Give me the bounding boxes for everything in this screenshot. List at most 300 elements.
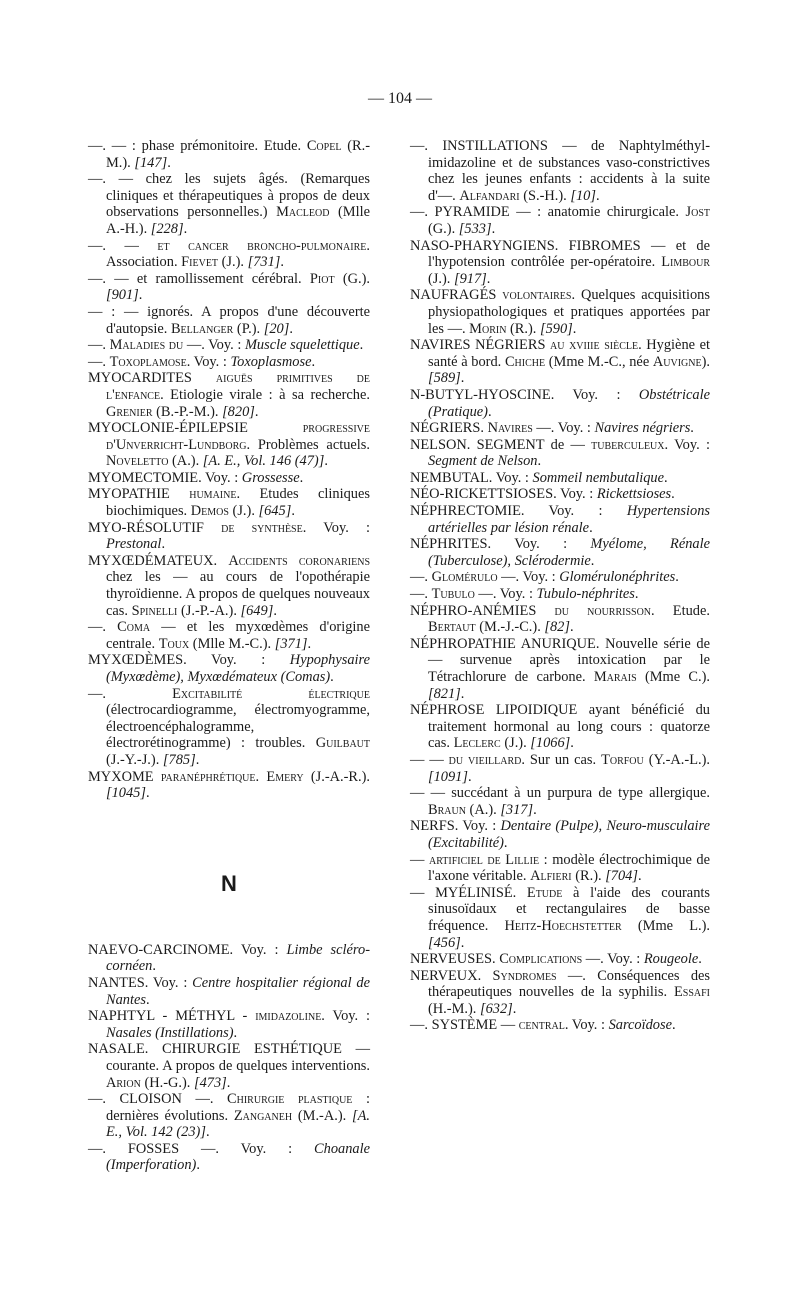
entry-text: . Hygiène et santé à bord. xyxy=(428,337,710,370)
index-entry xyxy=(410,885,710,951)
index-entry xyxy=(88,470,370,487)
entry-text: MYO-RÉSOLUTIF xyxy=(88,519,222,536)
entry-text: —. Voy. : xyxy=(474,586,537,603)
entry-text: (R.). xyxy=(506,320,540,337)
entry-smallcaps-text: Auvigne xyxy=(652,353,702,370)
entry-italic-text: [20] xyxy=(263,320,290,337)
entry-text: —. SYSTÈME — xyxy=(410,1017,519,1034)
entry-text: —. FOSSES —. Voy. : xyxy=(88,1140,315,1157)
entry-text: NAVIRES NÉGRIERS xyxy=(410,337,551,354)
entry-text: (J.). xyxy=(428,270,454,287)
entry-text: . xyxy=(311,353,316,370)
entry-text: (H.-G.). xyxy=(140,1074,194,1091)
entry-smallcaps-text: progressive d'Unverricht-Lundborg xyxy=(106,420,370,453)
entry-text: NAPHTYL - MÉTHYL - xyxy=(88,1008,256,1025)
index-entry xyxy=(88,354,370,371)
entry-text: —. — et ramollissement cérébral. xyxy=(88,270,310,287)
index-entry xyxy=(88,975,370,1008)
entry-text: MYOCARDITES xyxy=(88,370,216,387)
entry-italic-text: [371] xyxy=(274,635,308,652)
entry-text: (J.). xyxy=(500,735,531,752)
entry-text: —. Conséquences des thérapeutiques nouvelles de la syphilis. xyxy=(428,967,710,1001)
entry-text: . xyxy=(307,635,312,652)
section-letter: N xyxy=(221,870,237,896)
entry-text: . xyxy=(254,403,259,420)
entry-smallcaps-text: Zanganeh xyxy=(233,1107,293,1124)
entry-text: —. xyxy=(88,685,173,702)
index-entry xyxy=(410,486,710,503)
index-entry xyxy=(410,470,710,487)
entry-italic-text: Myélome, Rénale (Tuberculose), Sclérodermie xyxy=(428,536,710,569)
entry-text: — MYÉLINISÉ. xyxy=(410,884,527,901)
entry-smallcaps-text: Macleod xyxy=(276,204,330,221)
entry-text: N-BUTYL-HYOSCINE. Voy. : xyxy=(410,386,639,403)
entry-italic-text: Nasales (Instillations) xyxy=(106,1024,234,1041)
index-entry xyxy=(410,603,710,636)
entry-smallcaps-text: Alfieri xyxy=(530,868,572,885)
entry-text: — — xyxy=(410,751,449,768)
entry-smallcaps-text: Limbour xyxy=(661,254,710,271)
index-entry xyxy=(88,553,370,619)
entry-italic-text: [901] xyxy=(106,287,139,304)
entry-smallcaps-text: Complications xyxy=(499,951,583,968)
entry-smallcaps-text: Essafi xyxy=(673,984,710,1001)
entry-text: . xyxy=(324,453,328,470)
entry-text: . Quelques acquisitions physiopathologiques et pratiques apportées par les —. xyxy=(428,287,710,337)
entry-text: . xyxy=(589,519,593,536)
entry-smallcaps-text: central xyxy=(518,1017,565,1034)
entry-smallcaps-text: du vieillard xyxy=(448,751,522,768)
entry-text: (Mme M.-C., née xyxy=(545,353,653,370)
entry-text: . xyxy=(486,270,491,287)
entry-text: . xyxy=(289,320,293,337)
entry-text: . xyxy=(255,768,267,785)
entry-text: . xyxy=(637,868,642,885)
entry-text: (A.). xyxy=(465,801,501,818)
index-entry xyxy=(410,636,710,702)
entry-text: (Mlle M.-C.). xyxy=(189,635,275,652)
index-entry xyxy=(88,1091,370,1141)
entry-text: . xyxy=(570,735,574,752)
entry-text: —. — xyxy=(88,237,158,254)
entry-text: (G.). xyxy=(334,270,370,287)
entry-italic-text: [632] xyxy=(479,1000,513,1017)
entry-smallcaps-text: Piot xyxy=(309,270,335,287)
entry-smallcaps-text: de synthèse xyxy=(221,519,303,536)
entry-text: chez les — au cours de l'opothérapie thyroïdienne. A propos de quelques nouveaux cas. xyxy=(106,569,370,619)
entry-text: . xyxy=(145,991,150,1008)
entry-text: . xyxy=(226,1074,231,1091)
entry-text: —. Voy. : xyxy=(183,337,245,354)
index-entry xyxy=(410,536,710,569)
entry-smallcaps-text: Bertaut xyxy=(428,619,476,636)
entry-text: NELSON. SEGMENT de — xyxy=(410,436,592,453)
entry-italic-text: [228] xyxy=(150,220,184,237)
entry-italic-text: Tubulo-néphrites xyxy=(536,586,635,603)
entry-text: —. Voy. : xyxy=(497,569,560,586)
entry-italic-text: [456] xyxy=(428,934,461,951)
entry-italic-text: Rougeole xyxy=(643,951,699,968)
entry-text: . xyxy=(299,469,304,486)
left-column xyxy=(88,138,370,1174)
entry-text: (B.-P.-M.). xyxy=(152,403,223,420)
entry-text: NERFS. Voy. : xyxy=(410,818,501,835)
entry-smallcaps-text: Toux xyxy=(158,635,190,652)
index-entry xyxy=(88,652,370,685)
index-entry xyxy=(410,387,710,420)
index-entry xyxy=(88,942,370,975)
index-entry xyxy=(88,686,370,769)
index-entry xyxy=(88,420,370,470)
entry-italic-text: [704] xyxy=(605,868,638,885)
entry-smallcaps-text: Copel xyxy=(306,138,342,154)
entry-text: . Etudes cliniques biochimiques. xyxy=(106,486,370,520)
entry-smallcaps-text: volontaires xyxy=(502,287,572,304)
entry-text: . xyxy=(460,934,465,951)
entry-text: . xyxy=(595,187,600,204)
entry-text: . xyxy=(196,1157,200,1174)
entry-italic-text: [731] xyxy=(247,254,281,271)
entry-smallcaps-text: au xviiie siècle xyxy=(550,337,639,354)
entry-text: . xyxy=(291,503,295,520)
entry-text: . xyxy=(503,834,508,851)
entry-text: ). xyxy=(701,353,710,370)
entry-text: (Y.-A.-L.). xyxy=(643,751,710,768)
entry-smallcaps-text: Syndromes xyxy=(492,967,557,984)
index-entry xyxy=(88,486,370,519)
entry-text: — — succédant à un purpura de type allergique. xyxy=(410,785,710,802)
entry-text: . xyxy=(512,1000,517,1017)
entry-text: (J.). xyxy=(228,503,259,520)
entry-italic-text: Rickettsioses xyxy=(596,486,672,503)
entry-italic-text: Prestonal xyxy=(106,536,162,553)
entry-text: . Voy. : xyxy=(302,519,371,536)
entry-text: (H.-M.). xyxy=(428,1000,480,1017)
entry-smallcaps-text: et cancer broncho-pulmonaire xyxy=(157,237,367,254)
entry-italic-text: [473] xyxy=(194,1074,227,1091)
entry-smallcaps-text: aiguës primitives de l'enfance xyxy=(106,370,370,403)
entry-text: . xyxy=(330,669,334,685)
entry-text: (J.-Y.-J.). xyxy=(106,751,163,768)
entry-text: NAUFRAGÉS xyxy=(410,287,503,304)
entry-text: —. PYRAMIDE — : anatomie chirurgicale. xyxy=(410,204,686,221)
entry-smallcaps-text: Alfandari xyxy=(459,187,520,204)
entry-text: (R.-M.). xyxy=(106,138,370,171)
entry-text: : modèle électrochimique de l'axone véritable. xyxy=(428,851,710,885)
entry-text: NÉGRIERS. xyxy=(410,420,488,437)
entry-text: —. — : phase prémonitoire. Etude. xyxy=(88,138,307,154)
entry-italic-text: [A. E., Vol. 142 (23)] xyxy=(106,1107,370,1141)
index-entry xyxy=(88,370,370,420)
entry-smallcaps-text: Chiche xyxy=(504,353,546,370)
index-entry xyxy=(410,951,710,968)
entry-text: NERVEUSES. xyxy=(410,951,500,968)
index-entry xyxy=(410,785,710,818)
index-entry xyxy=(410,437,710,470)
entry-italic-text: [649] xyxy=(240,602,274,619)
entry-italic-text: Obstétricale (Pratique) xyxy=(428,386,710,420)
entry-text: . xyxy=(664,469,668,486)
index-entry xyxy=(88,520,370,553)
index-entry xyxy=(410,818,710,851)
entry-italic-text: Segment de Nelson xyxy=(428,453,538,470)
index-entry xyxy=(88,171,370,237)
entry-smallcaps-text: Emery xyxy=(266,768,304,785)
entry-smallcaps-text: Tubulo xyxy=(431,586,475,603)
index-entry xyxy=(410,238,710,288)
entry-text: . xyxy=(161,536,166,553)
entry-text: (J.). xyxy=(218,254,248,271)
entry-italic-text: Glomérulonéphrites xyxy=(559,569,676,586)
entry-text: — xyxy=(410,851,429,868)
entry-italic-text: Sommeil nembutalique xyxy=(532,469,665,486)
index-entry xyxy=(88,1008,370,1041)
entry-text: (M.-J.-C.). xyxy=(475,619,545,636)
entry-smallcaps-text: Morin xyxy=(469,320,507,337)
index-entry xyxy=(410,420,710,437)
entry-smallcaps-text: Noveletto xyxy=(106,453,169,470)
entry-text: NASO-PHARYNGIENS. FIBROMES — et de l'hypotension contrôlée per-opératoire. xyxy=(410,237,710,271)
right-column xyxy=(410,138,710,1034)
entry-text: . xyxy=(698,951,702,968)
entry-text: . xyxy=(195,751,200,768)
entry-italic-text: Toxoplasmose xyxy=(230,353,312,370)
index-entry xyxy=(410,1017,710,1034)
entry-smallcaps-text: Spinelli xyxy=(131,602,178,619)
entry-text: —. Voy. : xyxy=(582,951,644,968)
entry-italic-text: [785] xyxy=(162,751,196,768)
entry-smallcaps-text: Braun xyxy=(428,801,466,818)
entry-text: NAEVO-CARCINOME. Voy. : xyxy=(88,941,287,958)
entry-text: . xyxy=(273,602,277,619)
entry-text: (A.). xyxy=(168,453,203,470)
entry-smallcaps-text: paranéphrétique xyxy=(160,768,256,785)
entry-text: . xyxy=(590,552,595,569)
entry-text: . xyxy=(634,586,639,603)
entry-text: . Etude. xyxy=(651,602,710,619)
entry-italic-text: [317] xyxy=(500,801,534,818)
entry-italic-text: Sarcoïdose xyxy=(608,1017,672,1034)
entry-italic-text: [1066] xyxy=(530,735,571,752)
entry-text: —. xyxy=(88,353,110,370)
entry-text: (M.-A.). xyxy=(292,1107,352,1124)
entry-text: . xyxy=(183,220,188,237)
entry-smallcaps-text: Navires xyxy=(487,420,533,437)
entry-text: MYXŒDÈMES. Voy. : xyxy=(88,652,290,669)
entry-text: — : — ignorés. A propos d'une découverte d'autopsie. xyxy=(88,303,370,337)
entry-text: (P.). xyxy=(233,320,264,337)
entry-text: . xyxy=(145,785,150,802)
entry-text: NASALE. CHIRURGIE ESTHÉTIQUE — courante. A propos de quelques interventions. xyxy=(88,1041,370,1074)
entry-text: — et les myxœdèmes d'origine centrale. xyxy=(106,619,370,652)
entry-italic-text: Grossesse xyxy=(241,469,300,486)
entry-text: . xyxy=(675,569,679,586)
entry-smallcaps-text: Excitabilité électrique xyxy=(172,685,370,702)
entry-text: —. INSTILLATIONS — de Naphtylméthyl-imidazoline et de substances vaso-constrictives chez les jeunes enfants : accidents à la suite d'—. xyxy=(410,138,710,204)
entry-text: MYXOME xyxy=(88,768,161,785)
entry-text: . xyxy=(359,337,364,354)
entry-text: . xyxy=(167,154,171,171)
entry-italic-text: [10] xyxy=(570,187,596,204)
entry-text: : dernières évolutions. xyxy=(106,1091,370,1124)
entry-smallcaps-text: Guilbaut xyxy=(315,735,370,752)
entry-text: (J.-A.-R.). xyxy=(303,768,370,785)
index-entry xyxy=(410,569,710,586)
entry-smallcaps-text: Accidents coronariens xyxy=(228,552,370,569)
entry-italic-text: Hypophysaire (Myxœdème), Myxœdémateux (Comas) xyxy=(106,652,370,685)
entry-text: . Voy. : xyxy=(186,353,231,370)
entry-text: . xyxy=(467,768,472,785)
entry-text: . xyxy=(460,685,465,702)
entry-smallcaps-text: du nourrisson xyxy=(554,602,652,619)
entry-italic-text: Limbe scléro-cornéen xyxy=(106,941,370,975)
entry-text: . xyxy=(233,1024,238,1041)
entry-text: —. xyxy=(88,619,118,636)
index-entry xyxy=(88,1141,370,1174)
page-number: — 104 — xyxy=(368,90,432,107)
entry-text: —. xyxy=(410,586,432,603)
entry-italic-text: [533] xyxy=(458,220,492,237)
entry-text: à l'aide des courants sinusoïdaux et rectangulaires de basse fréquence. xyxy=(428,884,710,934)
entry-smallcaps-text: Toxoplamose xyxy=(109,353,187,370)
entry-italic-text: [590] xyxy=(540,320,573,337)
entry-text: . xyxy=(569,619,574,636)
index-entry xyxy=(88,769,370,802)
entry-text: (Mlle A.-H.). xyxy=(106,204,370,237)
entry-text: (Mme L.). xyxy=(621,917,710,934)
index-entry xyxy=(410,852,710,885)
index-entry xyxy=(410,287,710,337)
entry-text: (G.). xyxy=(428,220,459,237)
entry-italic-text: [A. E., Vol. 146 (47)] xyxy=(202,453,325,470)
entry-text: . xyxy=(537,453,542,470)
entry-italic-text: Hypertensions artérielles par lésion rénale xyxy=(428,503,710,536)
entry-smallcaps-text: tuberculeux xyxy=(591,436,665,453)
entry-italic-text: Muscle squelettique xyxy=(244,337,360,354)
entry-text: . xyxy=(138,287,143,304)
entry-text: —. — chez les sujets âgés. (Remarques cliniques et thérapeutiques à propos de deux observations personnelles.) xyxy=(88,171,370,221)
index-entry xyxy=(88,619,370,652)
entry-smallcaps-text: Coma xyxy=(117,619,151,636)
entry-text: (Mme C.). xyxy=(636,669,711,685)
entry-smallcaps-text: Chirurgie plastique xyxy=(227,1091,353,1108)
entry-text: . xyxy=(280,254,285,271)
entry-text: . xyxy=(671,486,675,503)
index-entry xyxy=(410,138,710,204)
entry-text: . Association. xyxy=(106,237,370,271)
index-entry xyxy=(410,503,710,536)
entry-italic-text: [589] xyxy=(428,370,461,387)
entry-smallcaps-text: Etude xyxy=(526,884,563,901)
entry-text: —. CLOISON —. xyxy=(88,1091,228,1108)
entry-italic-text: [917] xyxy=(453,270,487,287)
entry-text: MYOCLONIE-ÉPILEPSIE xyxy=(88,420,303,437)
entry-italic-text: [147] xyxy=(134,154,168,171)
entry-italic-text: [1045] xyxy=(106,785,146,802)
entry-text: NÉPHRECTOMIE. Voy. : xyxy=(410,503,627,520)
entry-smallcaps-text: Arion xyxy=(106,1074,141,1091)
entry-text: NÉPHROPATHIE ANURIQUE. Nouvelle série de — survenue après intoxication par le Tétrachlorure de carbone. xyxy=(410,635,710,685)
entry-text: (J.-P.-A.). xyxy=(177,602,241,619)
entry-text: . xyxy=(491,220,496,237)
entry-text: (S.-H.). xyxy=(519,187,571,204)
entry-smallcaps-text: Jost xyxy=(685,204,710,221)
entry-smallcaps-text: Grenier xyxy=(106,403,153,420)
entry-text: . Voy. : xyxy=(664,436,711,453)
entry-italic-text: [82] xyxy=(544,619,570,636)
entry-smallcaps-text: Fievet xyxy=(181,254,219,271)
index-entry xyxy=(410,586,710,603)
entry-text: NÉO-RICKETTSIOSES. Voy. : xyxy=(410,486,597,503)
index-entry xyxy=(410,702,710,752)
entry-italic-text: [645] xyxy=(258,503,292,520)
entry-text: NÉPHRITES. Voy. : xyxy=(410,536,591,553)
index-entry xyxy=(88,1041,370,1091)
entry-text: MYXŒDÉMATEUX. xyxy=(88,552,229,569)
entry-text: . Sur un cas. xyxy=(521,751,602,768)
entry-italic-text: Navires négriers xyxy=(594,420,691,437)
entry-italic-text: Dentaire (Pulpe), Neuro-musculaire (Excitabilité) xyxy=(428,818,710,851)
entry-italic-text: [1091] xyxy=(428,768,468,785)
entry-text: . xyxy=(533,801,537,818)
entry-smallcaps-text: Glomérulo xyxy=(431,569,498,586)
entry-italic-text: Centre hospitalier régional de Nantes xyxy=(106,974,370,1008)
entry-italic-text: Choanale (Imperforation) xyxy=(106,1140,370,1174)
index-entry xyxy=(88,337,370,354)
entry-smallcaps-text: Maladies du xyxy=(109,337,184,354)
entry-smallcaps-text: Heitz-Hoechstetter xyxy=(504,917,622,934)
entry-smallcaps-text: Bellanger xyxy=(170,320,234,337)
entry-text: MYOMECTOMIE. Voy. : xyxy=(88,469,242,486)
index-entry xyxy=(410,204,710,237)
entry-smallcaps-text: Leclerc xyxy=(453,735,501,752)
entry-text: . xyxy=(487,403,492,420)
entry-text: MYOPATHIE xyxy=(88,486,190,503)
entry-smallcaps-text: Demos xyxy=(190,503,229,520)
entry-text: NANTES. Voy. : xyxy=(88,974,193,991)
index-entry xyxy=(88,304,370,337)
entry-text: —. xyxy=(88,337,110,354)
index-entry xyxy=(410,968,710,1018)
entry-text: (électrocardiogramme, électromyogramme, électroencéphalogramme, électrorétinogramme) : troubles. xyxy=(106,702,370,752)
entry-text: NERVEUX. xyxy=(410,967,493,984)
entry-text: . xyxy=(460,370,465,387)
entry-smallcaps-text: humaine xyxy=(189,486,237,503)
index-entry xyxy=(410,752,710,785)
entry-smallcaps-text: Torfou xyxy=(601,751,644,768)
index-entry xyxy=(88,238,370,271)
entry-text: NÉPHRO-ANÉMIES xyxy=(410,602,555,619)
entry-text: NEMBUTAL. Voy. : xyxy=(410,469,533,486)
entry-smallcaps-text: imidazoline xyxy=(255,1008,322,1025)
entry-text: —. xyxy=(410,569,432,586)
index-entry xyxy=(410,337,710,387)
entry-text: . xyxy=(205,1124,210,1141)
entry-text: —. Voy. : xyxy=(532,420,595,437)
entry-text: . Voy. : xyxy=(321,1008,371,1025)
entry-text: . xyxy=(572,320,577,337)
entry-smallcaps-text: artificiel de Lillie xyxy=(428,851,540,868)
entry-text: NÉPHROSE LIPOIDIQUE ayant bénéficié du traitement hormonal au long cours : quatorze cas. xyxy=(410,702,710,752)
entry-text: . xyxy=(690,420,694,437)
entry-smallcaps-text: Marais xyxy=(593,669,637,685)
entry-italic-text: [820] xyxy=(222,403,255,420)
entry-italic-text: [821] xyxy=(428,685,461,702)
entry-text: . xyxy=(152,958,156,975)
entry-text: . Problèmes actuels. xyxy=(246,436,370,453)
entry-text: . Voy. : xyxy=(564,1017,609,1034)
entry-text: (R.). xyxy=(571,868,606,885)
